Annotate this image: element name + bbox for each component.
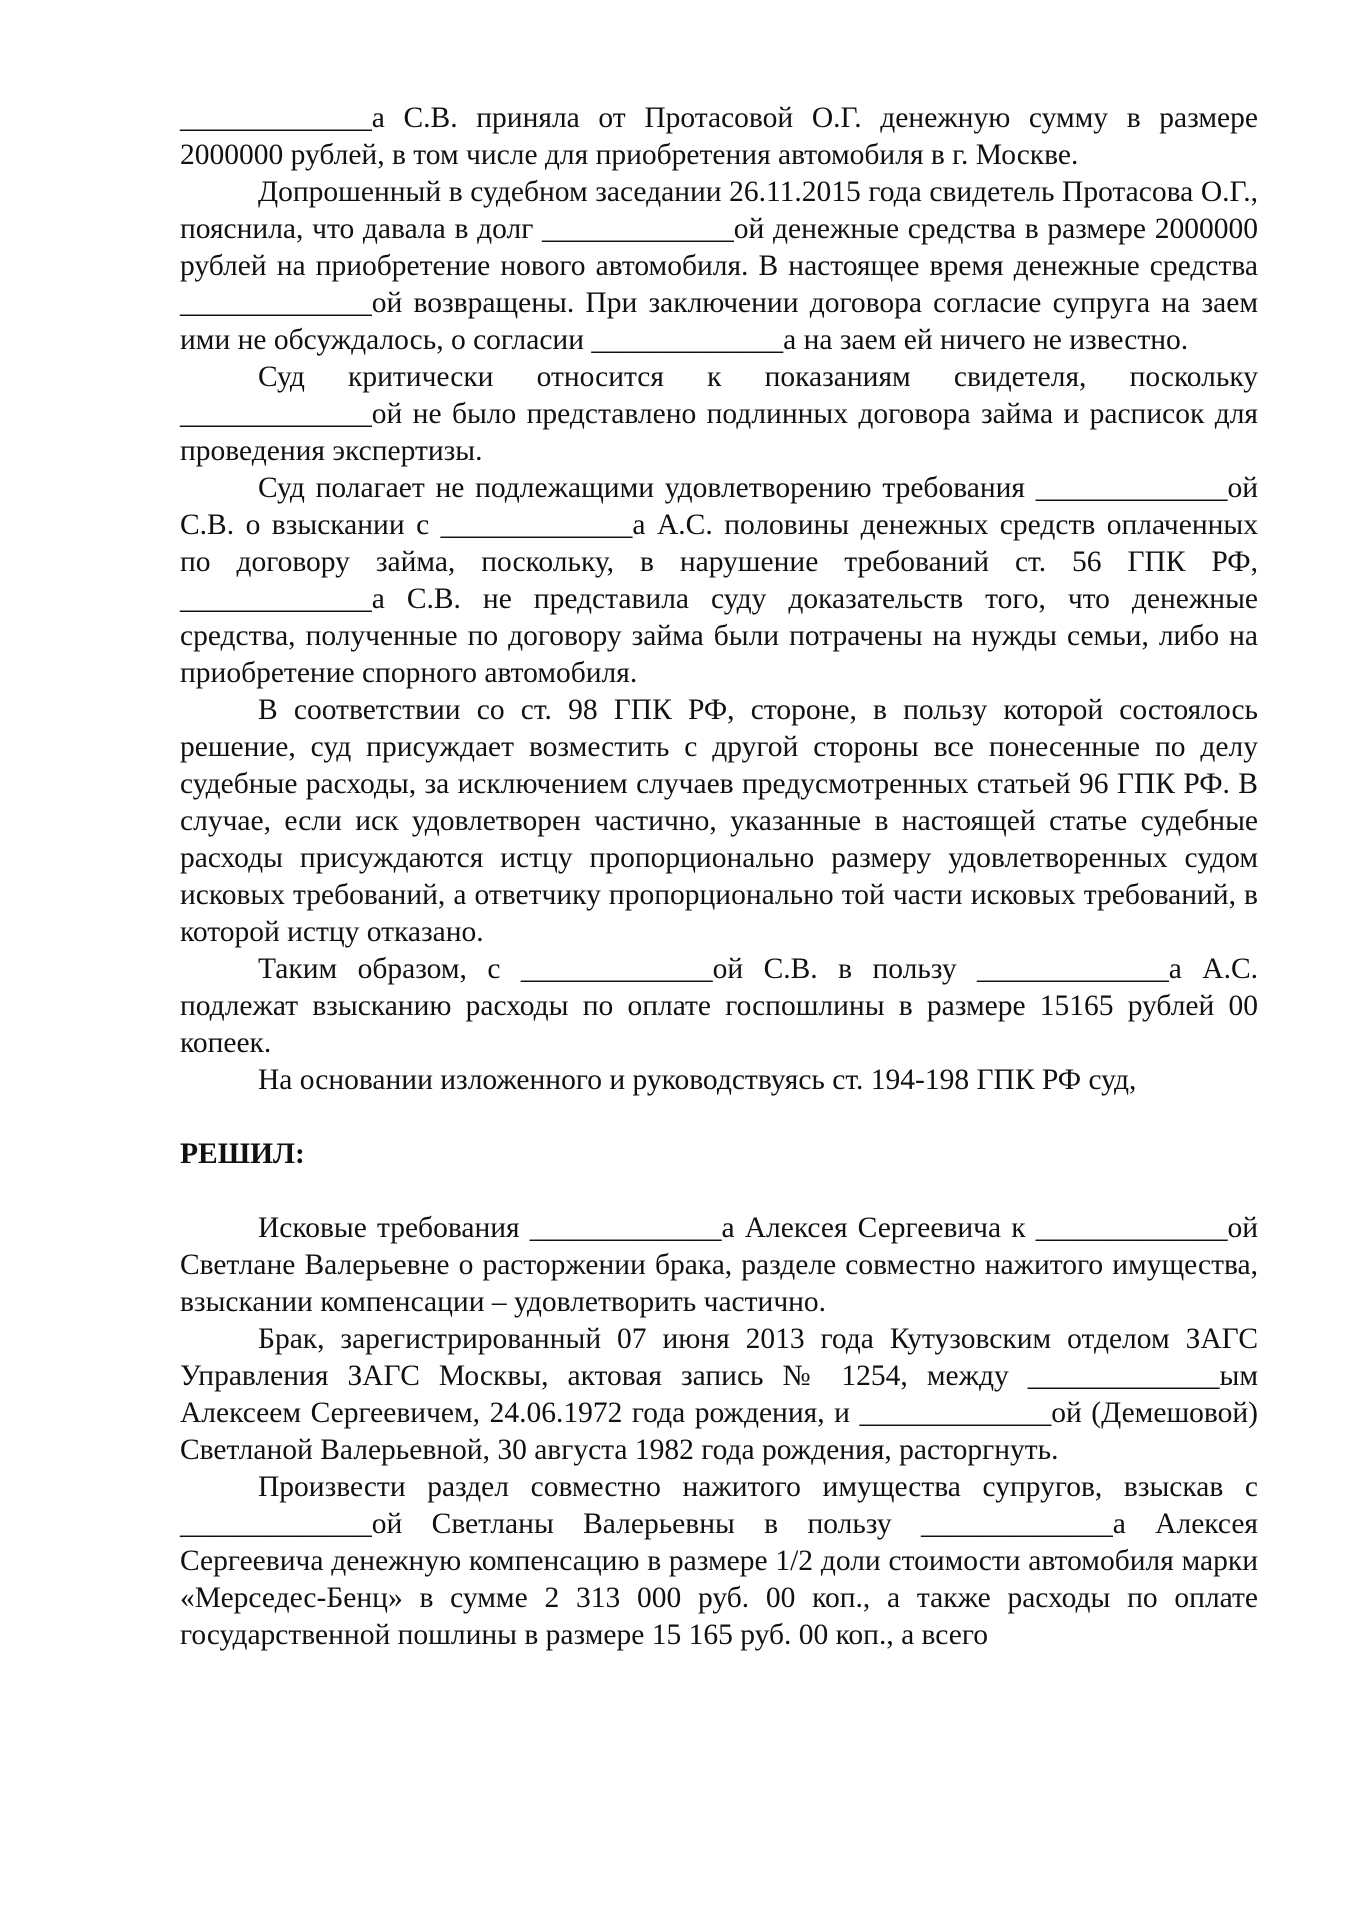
paragraph-1: _____________а С.В. приняла от Протасовой О.Г. денежную сумму в размере 2000000 рублей, в том числе для приобретения автомобиля в г. Москве. <box>180 102 1258 171</box>
paragraph-5: В соответствии со ст. 98 ГПК РФ, стороне, в пользу которой состоялось решение, суд присуждает возместить с другой стороны все понесенные по делу судебные расходы, за исключением случаев предусмотренных статьей 96 ГПК РФ. В случае, если иск удовлетворен частично, указанные в настоящей статье судебные расходы присуждаются истцу пропорционально размеру удовлетворенных судом исковых требований, а ответчику пропорционально той части исковых требований, в которой истцу отказано. <box>180 694 1258 948</box>
paragraph-3: Суд критически относится к показаниям свидетеля, поскольку _____________ой не было представлено подлинных договора займа и расписок для проведения экспертизы. <box>180 361 1258 467</box>
decision-heading: РЕШИЛ: <box>180 1138 305 1170</box>
paragraph-6: Таким образом, с _____________ой С.В. в пользу _____________а А.С. подлежат взысканию расходы по оплате госпошлины в размере 15165 рублей 00 копеек. <box>180 953 1258 1059</box>
paragraph-7: На основании изложенного и руководствуясь ст. 194-198 ГПК РФ суд, <box>258 1064 1137 1096</box>
document-page <box>180 100 1258 1654</box>
paragraph-9: Брак, зарегистрированный 07 июня 2013 года Кутузовским отделом ЗАГС Управления ЗАГС Москвы, актовая запись № 1254, между _____________ым Алексеем Сергеевичем, 24.06.1972 года рождения, и _____________ой (Демешовой) Светланой Валерьевной, 30 августа 1982 года рождения, расторгнуть. <box>180 1323 1258 1466</box>
paragraph-2: Допрошенный в судебном заседании 26.11.2015 года свидетель Протасова О.Г., пояснила, что давала в долг _____________ой денежные средства в размере 2000000 рублей на приобретение нового автомобиля. В настоящее время денежные средства _____________ой возвращены. При заключении договора согласие супруга на заем ими не обсуждалось, о согласии _____________а на заем ей ничего не известно. <box>180 176 1258 356</box>
paragraph-4: Суд полагает не подлежащими удовлетворению требования _____________ой С.В. о взыскании с _____________а А.С. половины денежных средств оплаченных по договору займа, поскольку, в нарушение требований ст. 56 ГПК РФ, _____________а С.В. не представила суду доказательств того, что денежные средства, полученные по договору займа были потрачены на нужды семьи, либо на приобретение спорного автомобиля. <box>180 472 1258 689</box>
paragraph-10: Произвести раздел совместно нажитого имущества супругов, взыскав с _____________ой Светланы Валерьевны в пользу _____________а Алексея Сергеевича денежную компенсацию в размере 1/2 доли стоимости автомобиля марки «Мерседес-Бенц» в сумме 2 313 000 руб. 00 коп., а также расходы по оплате государственной пошлины в размере 15 165 руб. 00 коп., а всего <box>180 1471 1258 1651</box>
paragraph-8: Исковые требования _____________а Алексея Сергеевича к _____________ой Светлане Валерьевне о расторжении брака, разделе совместно нажитого имущества, взыскании компенсации – удовлетворить частично. <box>180 1212 1258 1318</box>
